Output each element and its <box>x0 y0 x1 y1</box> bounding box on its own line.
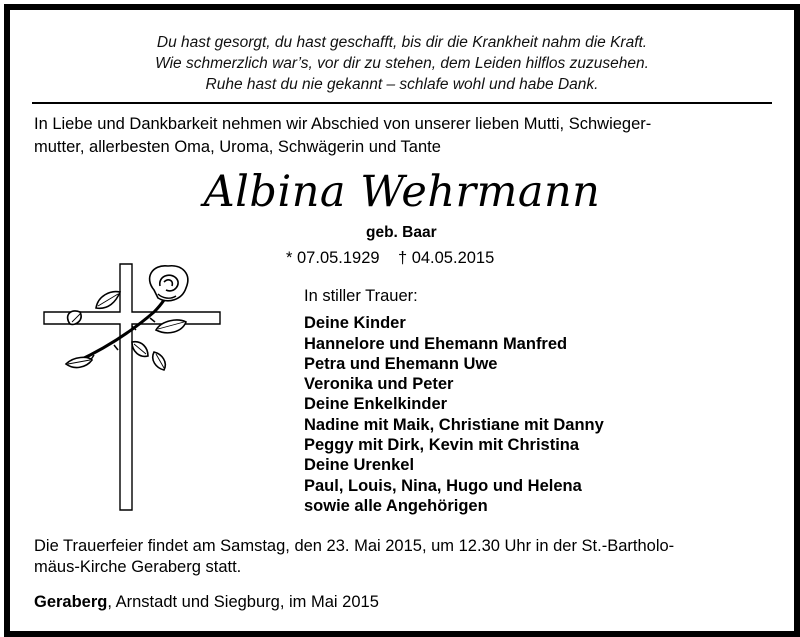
intro-line: mutter, allerbesten Oma, Uroma, Schwägerin und Tante <box>34 138 441 156</box>
obituary-frame <box>4 4 800 637</box>
intro-text <box>34 113 774 159</box>
place-name: Geraberg <box>34 593 108 611</box>
verse-line: Du hast gesorgt, du hast geschafft, bis dir die Krankheit nahm die Kraft. <box>156 34 648 51</box>
place-and-date <box>34 593 379 612</box>
mourner-line: Deine Kinder <box>304 314 406 333</box>
deceased-name: Albina Wehrmann <box>203 167 601 217</box>
mourners-list <box>304 286 604 516</box>
mourner-line: Veronika und Peter <box>304 375 454 394</box>
death-date: † 04.05.2015 <box>397 249 495 267</box>
ceremony-line: mäus-Kirche Geraberg statt. <box>34 558 242 576</box>
ceremony-notice <box>34 536 779 578</box>
mourner-line: Nadine mit Maik, Christiane mit Danny <box>304 415 604 434</box>
divider <box>32 102 772 104</box>
mourner-line: sowie alle Angehörigen <box>304 496 488 515</box>
verse-line: Ruhe hast du nie gekannt – schlafe wohl und habe Dank. <box>205 76 599 93</box>
mourner-line: Paul, Louis, Nina, Hugo und Helena <box>304 476 582 495</box>
life-dates <box>286 249 494 268</box>
place-rest: , Arnstadt und Siegburg, im Mai 2015 <box>107 593 379 611</box>
mourners-heading: In stiller Trauer: <box>304 287 418 305</box>
mourner-line: Petra und Ehemann Uwe <box>304 354 498 373</box>
mourner-line: Deine Enkelkinder <box>304 395 448 414</box>
ceremony-line: Die Trauerfeier findet am Samstag, den 23. Mai 2015, um 12.30 Uhr in der St.-Bartholo- <box>34 537 675 555</box>
mourner-line: Deine Urenkel <box>304 456 415 475</box>
cross-with-rose-icon <box>36 260 236 520</box>
mourner-line: Peggy mit Dirk, Kevin mit Christina <box>304 436 580 455</box>
intro-line: In Liebe und Dankbarkeit nehmen wir Abschied von unserer lieben Mutti, Schwieger- <box>34 115 652 133</box>
maiden-name: geb. Baar <box>366 224 437 241</box>
memorial-verse <box>10 32 794 95</box>
verse-line: Wie schmerzlich war’s, vor dir zu stehen, dem Leiden hilflos zuzusehen. <box>155 55 649 72</box>
obituary-content <box>10 10 794 631</box>
mourner-line: Hannelore und Ehemann Manfred <box>304 334 568 353</box>
birth-date: * 07.05.1929 <box>286 249 380 267</box>
